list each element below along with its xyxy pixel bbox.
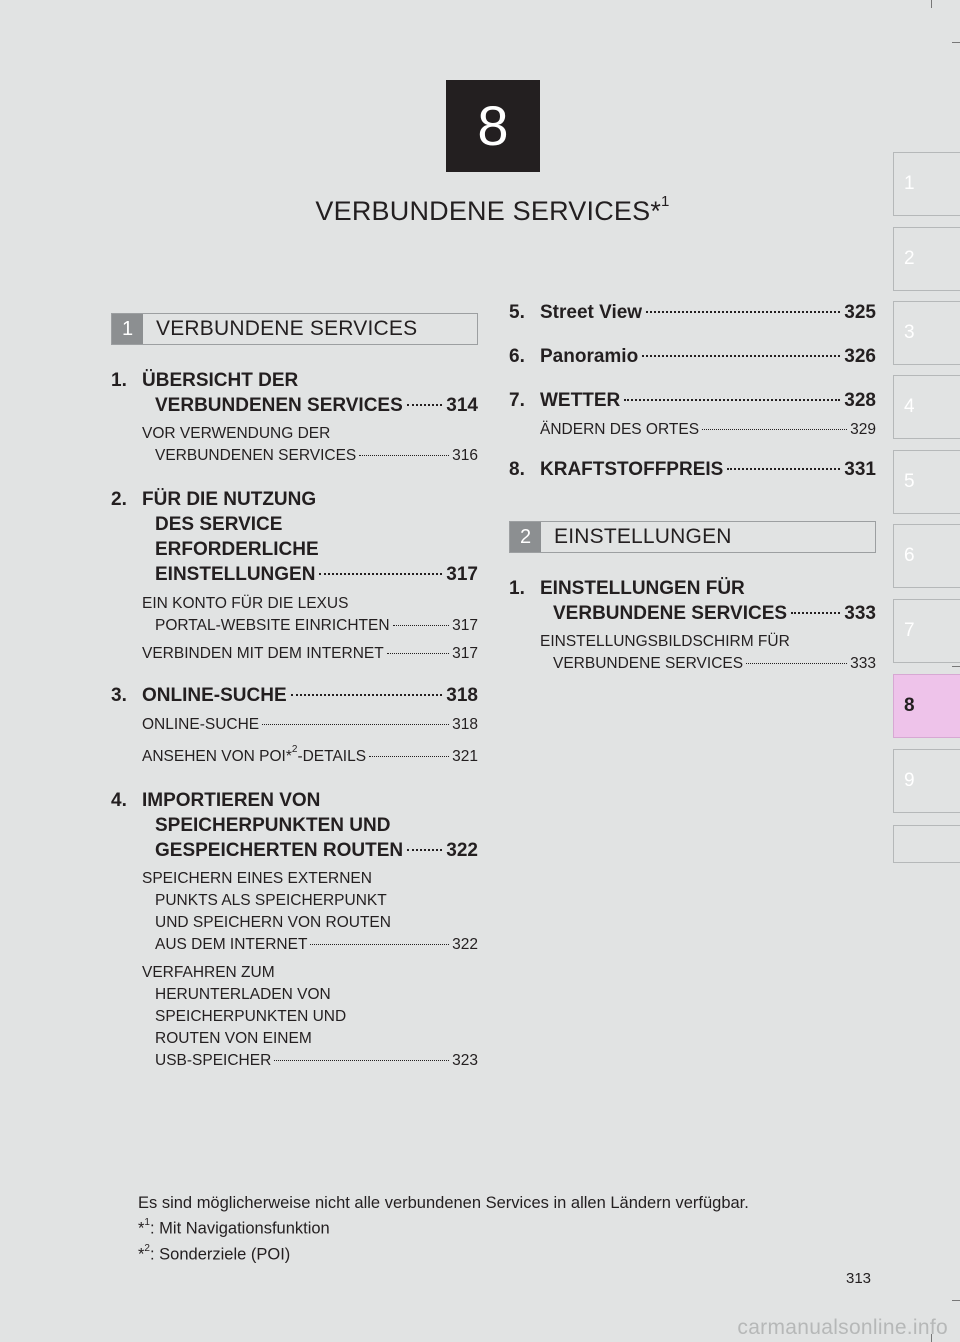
toc-page-number: 318 (446, 685, 478, 706)
toc-page-number: 333 (850, 655, 876, 672)
crop-mark (952, 42, 960, 43)
toc-item-title: GESPEICHERTEN ROUTEN (155, 840, 404, 862)
leader-dots (319, 573, 442, 575)
toc-item-number: 5. (509, 302, 525, 323)
toc-subitem-line: VERFAHREN ZUM (142, 964, 275, 982)
toc-subitem-title: AUS DEM INTERNET (155, 936, 308, 954)
chapter-number: 8 (477, 94, 509, 157)
toc-subitem-title: PORTAL-WEBSITE EINRICHTEN (155, 617, 390, 634)
leader-dots (369, 756, 449, 757)
toc-item-number: 3. (111, 685, 127, 706)
toc-subitem-line: SPEICHERPUNKTEN UND (155, 1008, 347, 1026)
toc-page-number: 328 (844, 390, 876, 411)
tab-label: 4 (904, 396, 915, 417)
tab-label: 5 (904, 471, 915, 492)
toc-subitem[interactable] (111, 643, 478, 665)
section-number: 2 (510, 522, 541, 552)
toc-item-number: 7. (509, 390, 525, 411)
leader-dots (702, 429, 847, 430)
tab-chapter-1[interactable] (893, 152, 960, 216)
footnotes (138, 1192, 858, 1265)
toc-item-number: 1. (509, 578, 525, 599)
toc-subitem-line: SPEICHERN EINES EXTERNEN (142, 870, 372, 888)
leader-dots (310, 944, 449, 945)
page-number: 313 (846, 1270, 872, 1287)
toc-item-number: 6. (509, 346, 525, 367)
toc-item-6[interactable] (509, 344, 876, 388)
crop-mark (952, 1300, 960, 1301)
toc-page-number: 326 (844, 346, 876, 367)
leader-dots (642, 355, 840, 357)
toc-subitem-line: EIN KONTO FÜR DIE LEXUS (142, 595, 349, 612)
toc-item-title-line: SPEICHERPUNKTEN UND (155, 815, 391, 837)
toc-page-number: 325 (844, 302, 876, 323)
toc-page-number: 329 (850, 421, 876, 438)
toc-item-title-line: ÜBERSICHT DER (142, 370, 299, 391)
leader-dots (359, 455, 449, 456)
toc-item-title: VERBUNDENEN SERVICES (155, 395, 403, 416)
chapter-title (0, 193, 960, 227)
tab-chapter-7[interactable] (893, 599, 960, 663)
tab-chapter-6[interactable] (893, 524, 960, 588)
section-number: 1 (112, 314, 143, 344)
leader-dots (746, 663, 847, 664)
toc-subitem-line: UND SPEICHERN VON ROUTEN (155, 914, 391, 932)
crop-mark (931, 0, 932, 8)
toc-page-number: 316 (452, 447, 478, 464)
availability-note: Es sind möglicherweise nicht alle verbundenen Services in allen Ländern verfügbar. (138, 1194, 749, 1212)
tab-label: 3 (904, 322, 915, 343)
toc-item-title-line: EINSTELLUNGEN FÜR (540, 578, 745, 599)
tab-label: 1 (904, 173, 915, 194)
leader-dots (274, 1060, 449, 1061)
toc-item-number: 4. (111, 790, 127, 812)
toc-subitem-title-suffix: -DETAILS (297, 748, 367, 766)
toc-subitem-title: USB-SPEICHER (155, 1052, 272, 1070)
leader-dots (624, 399, 840, 401)
toc-subitem-title: VERBUNDENE SERVICES (553, 655, 744, 672)
tab-chapter-2[interactable] (893, 227, 960, 291)
toc-item-title: ONLINE-SUCHE (142, 685, 287, 706)
leader-dots (262, 724, 449, 725)
toc-item-title: EINSTELLUNGEN (155, 564, 316, 585)
section-title: VERBUNDENE SERVICES (156, 317, 418, 340)
toc-right-column (509, 300, 876, 675)
toc-item-3[interactable] (111, 683, 478, 708)
tab-label: 9 (904, 770, 915, 791)
toc-left-column (111, 313, 478, 1072)
tab-label: 2 (904, 248, 915, 269)
footnote-number: 1 (144, 1217, 150, 1228)
toc-item-number: 1. (111, 370, 127, 391)
toc-page-number: 317 (446, 564, 478, 585)
footnote-2 (138, 1240, 858, 1266)
toc-page-number: 331 (844, 459, 876, 480)
tab-chapter-3[interactable] (893, 301, 960, 365)
toc-subitem-line: PUNKTS ALS SPEICHERPUNKT (155, 892, 387, 910)
leader-dots (646, 311, 840, 313)
tab-label: 6 (904, 545, 915, 566)
footnote-mark: * (138, 1219, 145, 1238)
toc-page-number: 314 (446, 395, 478, 416)
toc-item-8[interactable] (509, 457, 876, 482)
toc-subitem-title: VERBINDEN MIT DEM INTERNET (142, 645, 384, 662)
section-header-2 (509, 521, 876, 553)
toc-item-5[interactable] (509, 300, 876, 344)
toc-item-1[interactable] (111, 368, 478, 418)
toc-page-number: 323 (452, 1052, 478, 1070)
toc-subitem-line: VOR VERWENDUNG DER (142, 425, 331, 442)
toc-item-title-line: IMPORTIEREN VON (142, 790, 321, 812)
toc-page-number: 321 (452, 748, 478, 766)
tab-chapter-8[interactable] (893, 674, 960, 738)
footnote-number: 2 (144, 1242, 150, 1254)
footnote-1 (138, 1214, 858, 1240)
toc-subitem[interactable] (111, 714, 478, 736)
leader-dots (393, 625, 450, 626)
tab-chapter-blank[interactable] (893, 825, 960, 863)
tab-chapter-9[interactable] (893, 749, 960, 813)
toc-page-number: 317 (452, 617, 478, 634)
toc-subitem-title: ÄNDERN DES ORTES (540, 421, 700, 438)
footnote-mark: 2 (291, 744, 298, 755)
toc-page-number: 317 (452, 645, 478, 662)
footnote-mark: * (138, 1245, 145, 1263)
toc-subitem-title: ANSEHEN VON POI* (142, 748, 292, 766)
chapter-title-footnote-mark: 1 (661, 193, 670, 210)
toc-item-number: 8. (509, 459, 525, 480)
toc-subitem[interactable] (111, 423, 478, 467)
footnote-text: : Mit Navigationsfunktion (149, 1219, 330, 1238)
toc-subitem-title: VERBUNDENEN SERVICES (155, 447, 357, 464)
toc-subitem[interactable] (111, 593, 478, 637)
footnote-text: : Sonderziele (POI) (149, 1245, 291, 1263)
toc-subitem[interactable] (111, 868, 478, 956)
leader-dots (291, 694, 443, 696)
chapter-title-text: VERBUNDENE SERVICES* (315, 196, 662, 226)
toc-item-title-line: FÜR DIE NUTZUNG (142, 489, 317, 510)
toc-subitem-line: EINSTELLUNGSBILDSCHIRM FÜR (540, 633, 790, 650)
toc-subitem[interactable] (111, 962, 478, 1072)
toc-subitem[interactable] (111, 742, 478, 768)
toc-subitem[interactable] (509, 419, 876, 441)
tab-label: 8 (904, 695, 915, 716)
tab-chapter-4[interactable] (893, 375, 960, 439)
leader-dots (387, 653, 449, 654)
toc-page-number: 322 (452, 936, 478, 954)
toc-item-title: Street View (540, 302, 643, 323)
toc-item-title: Panoramio (540, 346, 639, 367)
toc-item-title-line: DES SERVICE (155, 514, 283, 535)
toc-item-title: VERBUNDENE SERVICES (553, 603, 788, 624)
leader-dots (407, 404, 443, 406)
toc-item-title: KRAFTSTOFFPREIS (540, 459, 724, 480)
leader-dots (407, 849, 442, 851)
leader-dots (727, 468, 840, 470)
tab-label: 7 (904, 620, 915, 641)
toc-subitem[interactable] (509, 631, 876, 675)
toc-item-settings-1[interactable] (509, 576, 876, 626)
toc-item-2[interactable] (111, 487, 478, 587)
toc-item-title-line: ERFORDERLICHE (155, 539, 319, 560)
tab-chapter-5[interactable] (893, 450, 960, 514)
watermark: carmanualsonline.info (737, 1316, 948, 1339)
toc-subitem-line: ROUTEN VON EINEM (155, 1030, 312, 1048)
toc-item-7[interactable] (509, 388, 876, 413)
leader-dots (791, 612, 840, 614)
chapter-number-box (446, 80, 540, 172)
toc-page-number: 333 (844, 603, 876, 624)
toc-page-number: 322 (446, 840, 478, 862)
toc-page-number: 318 (452, 716, 478, 733)
crop-mark (952, 666, 960, 667)
section-header-1 (111, 313, 478, 345)
toc-subitem-title: ONLINE-SUCHE (142, 716, 260, 733)
toc-item-title: WETTER (540, 390, 621, 411)
section-title: EINSTELLUNGEN (554, 525, 732, 548)
toc-item-4[interactable] (111, 788, 478, 863)
toc-subitem-line: HERUNTERLADEN VON (155, 986, 331, 1004)
toc-item-number: 2. (111, 489, 127, 510)
